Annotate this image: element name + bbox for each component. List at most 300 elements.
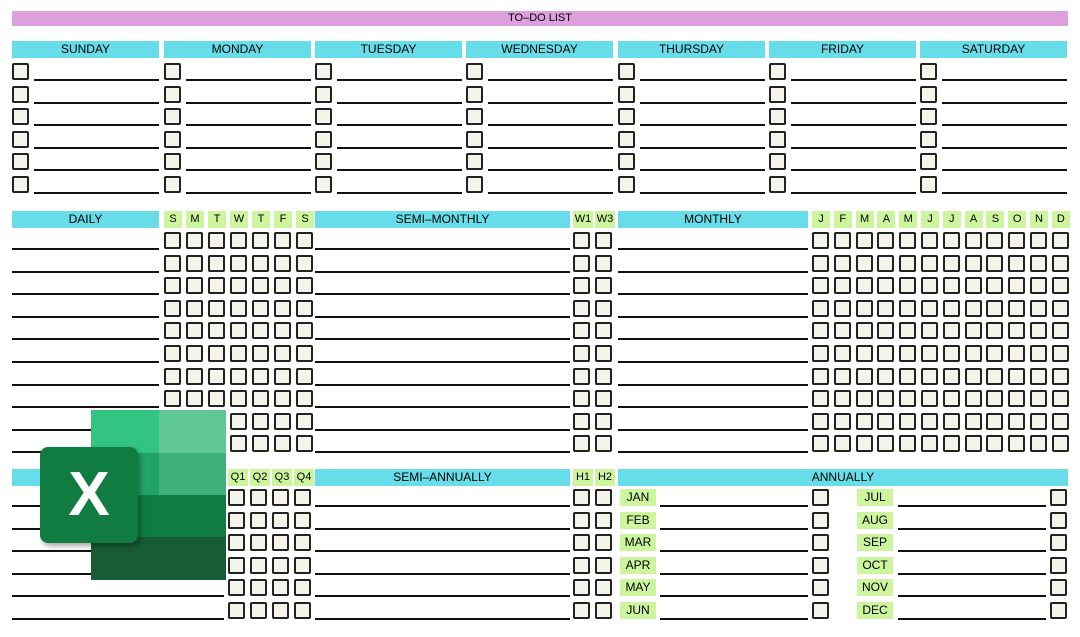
weekly-entry-line[interactable] xyxy=(791,169,916,171)
monthly-checkbox[interactable] xyxy=(812,345,829,362)
semi-monthly-checkbox[interactable] xyxy=(573,368,590,385)
annual-checkbox[interactable] xyxy=(812,489,829,506)
monthly-checkbox[interactable] xyxy=(1030,435,1047,452)
quarterly-checkbox[interactable] xyxy=(250,557,267,574)
monthly-checkbox[interactable] xyxy=(943,345,960,362)
weekly-entry-line[interactable] xyxy=(640,192,765,194)
weekly-checkbox[interactable] xyxy=(466,153,483,170)
daily-checkbox[interactable] xyxy=(252,368,269,385)
weekly-checkbox[interactable] xyxy=(164,131,181,148)
daily-checkbox[interactable] xyxy=(296,345,313,362)
monthly-checkbox[interactable] xyxy=(921,390,938,407)
monthly-entry-line[interactable] xyxy=(618,429,808,431)
weekly-entry-line[interactable] xyxy=(640,169,765,171)
weekly-entry-line[interactable] xyxy=(488,147,613,149)
monthly-checkbox[interactable] xyxy=(812,277,829,294)
annual-entry-line[interactable] xyxy=(898,618,1046,620)
monthly-checkbox[interactable] xyxy=(877,277,894,294)
monthly-checkbox[interactable] xyxy=(812,368,829,385)
weekly-entry-line[interactable] xyxy=(942,79,1067,81)
weekly-checkbox[interactable] xyxy=(920,131,937,148)
semi-monthly-checkbox[interactable] xyxy=(595,368,612,385)
daily-checkbox[interactable] xyxy=(274,345,291,362)
daily-checkbox[interactable] xyxy=(164,255,181,272)
annual-checkbox[interactable] xyxy=(812,512,829,529)
monthly-checkbox[interactable] xyxy=(834,345,851,362)
quarterly-checkbox[interactable] xyxy=(228,534,245,551)
monthly-checkbox[interactable] xyxy=(1052,300,1069,317)
monthly-checkbox[interactable] xyxy=(1052,322,1069,339)
weekly-checkbox[interactable] xyxy=(920,86,937,103)
daily-entry-line[interactable] xyxy=(12,361,159,363)
semi-monthly-checkbox[interactable] xyxy=(573,322,590,339)
monthly-checkbox[interactable] xyxy=(899,255,916,272)
semi-monthly-entry-line[interactable] xyxy=(315,451,570,453)
semi-annually-entry-line[interactable] xyxy=(315,528,570,530)
monthly-checkbox[interactable] xyxy=(1052,368,1069,385)
quarterly-checkbox[interactable] xyxy=(250,534,267,551)
monthly-checkbox[interactable] xyxy=(856,322,873,339)
quarterly-checkbox[interactable] xyxy=(228,557,245,574)
daily-checkbox[interactable] xyxy=(230,390,247,407)
monthly-checkbox[interactable] xyxy=(877,368,894,385)
weekly-checkbox[interactable] xyxy=(618,86,635,103)
daily-checkbox[interactable] xyxy=(252,345,269,362)
semi-monthly-entry-line[interactable] xyxy=(315,384,570,386)
weekly-checkbox[interactable] xyxy=(618,153,635,170)
monthly-checkbox[interactable] xyxy=(921,277,938,294)
weekly-entry-line[interactable] xyxy=(488,124,613,126)
quarterly-checkbox[interactable] xyxy=(250,602,267,619)
daily-checkbox[interactable] xyxy=(230,413,247,430)
monthly-checkbox[interactable] xyxy=(986,277,1003,294)
monthly-checkbox[interactable] xyxy=(1008,277,1025,294)
weekly-entry-line[interactable] xyxy=(186,169,311,171)
daily-checkbox[interactable] xyxy=(252,322,269,339)
monthly-checkbox[interactable] xyxy=(1030,300,1047,317)
monthly-checkbox[interactable] xyxy=(834,435,851,452)
monthly-entry-line[interactable] xyxy=(618,384,808,386)
daily-checkbox[interactable] xyxy=(164,300,181,317)
weekly-checkbox[interactable] xyxy=(920,153,937,170)
quarterly-checkbox[interactable] xyxy=(294,489,311,506)
daily-checkbox[interactable] xyxy=(274,413,291,430)
quarterly-checkbox[interactable] xyxy=(272,512,289,529)
daily-checkbox[interactable] xyxy=(186,255,203,272)
daily-checkbox[interactable] xyxy=(208,300,225,317)
weekly-entry-line[interactable] xyxy=(942,124,1067,126)
monthly-checkbox[interactable] xyxy=(943,413,960,430)
monthly-checkbox[interactable] xyxy=(812,300,829,317)
semi-monthly-checkbox[interactable] xyxy=(595,345,612,362)
daily-checkbox[interactable] xyxy=(296,435,313,452)
daily-entry-line[interactable] xyxy=(12,384,159,386)
weekly-checkbox[interactable] xyxy=(466,63,483,80)
daily-entry-line[interactable] xyxy=(12,406,159,408)
monthly-entry-line[interactable] xyxy=(618,248,808,250)
weekly-entry-line[interactable] xyxy=(34,124,159,126)
monthly-checkbox[interactable] xyxy=(1030,413,1047,430)
monthly-checkbox[interactable] xyxy=(834,277,851,294)
monthly-checkbox[interactable] xyxy=(1030,390,1047,407)
monthly-checkbox[interactable] xyxy=(899,300,916,317)
monthly-checkbox[interactable] xyxy=(856,232,873,249)
monthly-checkbox[interactable] xyxy=(986,345,1003,362)
weekly-checkbox[interactable] xyxy=(315,131,332,148)
daily-checkbox[interactable] xyxy=(252,277,269,294)
weekly-entry-line[interactable] xyxy=(640,147,765,149)
monthly-checkbox[interactable] xyxy=(1052,413,1069,430)
semi-annually-checkbox[interactable] xyxy=(595,512,612,529)
monthly-checkbox[interactable] xyxy=(943,300,960,317)
monthly-checkbox[interactable] xyxy=(943,390,960,407)
annual-entry-line[interactable] xyxy=(660,618,808,620)
weekly-checkbox[interactable] xyxy=(466,176,483,193)
monthly-checkbox[interactable] xyxy=(877,390,894,407)
daily-entry-line[interactable] xyxy=(12,248,159,250)
monthly-checkbox[interactable] xyxy=(834,255,851,272)
annual-checkbox[interactable] xyxy=(812,602,829,619)
weekly-checkbox[interactable] xyxy=(769,153,786,170)
quarterly-entry-line[interactable] xyxy=(12,618,224,620)
monthly-checkbox[interactable] xyxy=(1030,368,1047,385)
monthly-checkbox[interactable] xyxy=(986,390,1003,407)
monthly-checkbox[interactable] xyxy=(812,255,829,272)
daily-checkbox[interactable] xyxy=(274,232,291,249)
monthly-checkbox[interactable] xyxy=(921,435,938,452)
monthly-checkbox[interactable] xyxy=(965,345,982,362)
semi-annually-checkbox[interactable] xyxy=(573,512,590,529)
monthly-checkbox[interactable] xyxy=(1052,277,1069,294)
weekly-entry-line[interactable] xyxy=(488,192,613,194)
daily-checkbox[interactable] xyxy=(252,413,269,430)
monthly-checkbox[interactable] xyxy=(899,277,916,294)
daily-checkbox[interactable] xyxy=(296,300,313,317)
weekly-checkbox[interactable] xyxy=(920,63,937,80)
daily-checkbox[interactable] xyxy=(296,322,313,339)
monthly-checkbox[interactable] xyxy=(877,435,894,452)
monthly-checkbox[interactable] xyxy=(877,300,894,317)
quarterly-checkbox[interactable] xyxy=(294,579,311,596)
weekly-checkbox[interactable] xyxy=(466,131,483,148)
annual-checkbox[interactable] xyxy=(1050,489,1067,506)
weekly-entry-line[interactable] xyxy=(337,124,462,126)
monthly-checkbox[interactable] xyxy=(856,413,873,430)
daily-checkbox[interactable] xyxy=(296,413,313,430)
weekly-checkbox[interactable] xyxy=(164,86,181,103)
monthly-checkbox[interactable] xyxy=(1030,277,1047,294)
weekly-checkbox[interactable] xyxy=(164,153,181,170)
monthly-checkbox[interactable] xyxy=(965,300,982,317)
monthly-checkbox[interactable] xyxy=(943,322,960,339)
daily-checkbox[interactable] xyxy=(186,390,203,407)
monthly-checkbox[interactable] xyxy=(1052,390,1069,407)
daily-checkbox[interactable] xyxy=(252,255,269,272)
monthly-checkbox[interactable] xyxy=(986,232,1003,249)
weekly-entry-line[interactable] xyxy=(337,169,462,171)
daily-checkbox[interactable] xyxy=(274,255,291,272)
weekly-entry-line[interactable] xyxy=(791,124,916,126)
annual-entry-line[interactable] xyxy=(898,595,1046,597)
monthly-checkbox[interactable] xyxy=(856,345,873,362)
monthly-checkbox[interactable] xyxy=(1008,390,1025,407)
monthly-checkbox[interactable] xyxy=(943,435,960,452)
daily-checkbox[interactable] xyxy=(208,390,225,407)
quarterly-checkbox[interactable] xyxy=(294,602,311,619)
annual-checkbox[interactable] xyxy=(1050,512,1067,529)
monthly-checkbox[interactable] xyxy=(812,435,829,452)
weekly-entry-line[interactable] xyxy=(337,79,462,81)
weekly-checkbox[interactable] xyxy=(618,108,635,125)
daily-checkbox[interactable] xyxy=(230,255,247,272)
semi-annually-entry-line[interactable] xyxy=(315,550,570,552)
weekly-entry-line[interactable] xyxy=(942,147,1067,149)
annual-entry-line[interactable] xyxy=(660,550,808,552)
semi-monthly-entry-line[interactable] xyxy=(315,338,570,340)
semi-annually-checkbox[interactable] xyxy=(573,489,590,506)
monthly-checkbox[interactable] xyxy=(1008,322,1025,339)
monthly-checkbox[interactable] xyxy=(1008,232,1025,249)
semi-monthly-checkbox[interactable] xyxy=(573,435,590,452)
daily-checkbox[interactable] xyxy=(230,368,247,385)
monthly-checkbox[interactable] xyxy=(1008,300,1025,317)
weekly-entry-line[interactable] xyxy=(942,169,1067,171)
monthly-checkbox[interactable] xyxy=(812,413,829,430)
weekly-entry-line[interactable] xyxy=(34,192,159,194)
monthly-checkbox[interactable] xyxy=(899,435,916,452)
weekly-entry-line[interactable] xyxy=(337,147,462,149)
semi-monthly-entry-line[interactable] xyxy=(315,293,570,295)
weekly-checkbox[interactable] xyxy=(164,63,181,80)
daily-checkbox[interactable] xyxy=(208,322,225,339)
daily-entry-line[interactable] xyxy=(12,316,159,318)
monthly-checkbox[interactable] xyxy=(1052,345,1069,362)
weekly-entry-line[interactable] xyxy=(34,169,159,171)
annual-checkbox[interactable] xyxy=(812,557,829,574)
annual-entry-line[interactable] xyxy=(660,505,808,507)
weekly-checkbox[interactable] xyxy=(315,176,332,193)
daily-checkbox[interactable] xyxy=(296,277,313,294)
quarterly-checkbox[interactable] xyxy=(228,602,245,619)
quarterly-checkbox[interactable] xyxy=(250,579,267,596)
monthly-entry-line[interactable] xyxy=(618,271,808,273)
monthly-checkbox[interactable] xyxy=(986,435,1003,452)
weekly-checkbox[interactable] xyxy=(164,108,181,125)
weekly-entry-line[interactable] xyxy=(791,79,916,81)
monthly-checkbox[interactable] xyxy=(965,413,982,430)
annual-entry-line[interactable] xyxy=(660,595,808,597)
semi-annually-checkbox[interactable] xyxy=(573,557,590,574)
semi-monthly-checkbox[interactable] xyxy=(595,413,612,430)
semi-annually-checkbox[interactable] xyxy=(595,579,612,596)
daily-checkbox[interactable] xyxy=(164,322,181,339)
quarterly-checkbox[interactable] xyxy=(272,579,289,596)
semi-monthly-entry-line[interactable] xyxy=(315,406,570,408)
weekly-checkbox[interactable] xyxy=(466,108,483,125)
daily-checkbox[interactable] xyxy=(186,277,203,294)
semi-annually-entry-line[interactable] xyxy=(315,505,570,507)
weekly-entry-line[interactable] xyxy=(34,102,159,104)
monthly-checkbox[interactable] xyxy=(856,435,873,452)
quarterly-checkbox[interactable] xyxy=(250,512,267,529)
monthly-checkbox[interactable] xyxy=(899,345,916,362)
monthly-checkbox[interactable] xyxy=(943,232,960,249)
monthly-checkbox[interactable] xyxy=(1008,413,1025,430)
semi-monthly-checkbox[interactable] xyxy=(573,345,590,362)
monthly-checkbox[interactable] xyxy=(1030,255,1047,272)
monthly-checkbox[interactable] xyxy=(899,232,916,249)
monthly-checkbox[interactable] xyxy=(965,368,982,385)
monthly-checkbox[interactable] xyxy=(1008,345,1025,362)
monthly-checkbox[interactable] xyxy=(877,345,894,362)
daily-checkbox[interactable] xyxy=(252,232,269,249)
monthly-checkbox[interactable] xyxy=(965,255,982,272)
weekly-entry-line[interactable] xyxy=(942,102,1067,104)
annual-entry-line[interactable] xyxy=(898,573,1046,575)
monthly-checkbox[interactable] xyxy=(877,322,894,339)
monthly-checkbox[interactable] xyxy=(834,390,851,407)
weekly-entry-line[interactable] xyxy=(488,79,613,81)
weekly-checkbox[interactable] xyxy=(12,86,29,103)
semi-monthly-entry-line[interactable] xyxy=(315,361,570,363)
weekly-checkbox[interactable] xyxy=(315,153,332,170)
annual-entry-line[interactable] xyxy=(898,505,1046,507)
daily-checkbox[interactable] xyxy=(252,390,269,407)
monthly-checkbox[interactable] xyxy=(921,300,938,317)
monthly-checkbox[interactable] xyxy=(921,345,938,362)
quarterly-checkbox[interactable] xyxy=(272,534,289,551)
semi-annually-checkbox[interactable] xyxy=(573,602,590,619)
weekly-checkbox[interactable] xyxy=(769,86,786,103)
monthly-entry-line[interactable] xyxy=(618,316,808,318)
monthly-checkbox[interactable] xyxy=(834,300,851,317)
semi-monthly-checkbox[interactable] xyxy=(573,255,590,272)
monthly-checkbox[interactable] xyxy=(965,322,982,339)
monthly-checkbox[interactable] xyxy=(856,255,873,272)
daily-checkbox[interactable] xyxy=(274,322,291,339)
daily-checkbox[interactable] xyxy=(208,345,225,362)
weekly-entry-line[interactable] xyxy=(488,169,613,171)
semi-monthly-checkbox[interactable] xyxy=(595,277,612,294)
semi-monthly-checkbox[interactable] xyxy=(595,390,612,407)
monthly-checkbox[interactable] xyxy=(986,368,1003,385)
monthly-checkbox[interactable] xyxy=(986,255,1003,272)
quarterly-checkbox[interactable] xyxy=(250,489,267,506)
monthly-checkbox[interactable] xyxy=(943,277,960,294)
monthly-checkbox[interactable] xyxy=(921,232,938,249)
weekly-checkbox[interactable] xyxy=(920,176,937,193)
semi-annually-entry-line[interactable] xyxy=(315,618,570,620)
annual-checkbox[interactable] xyxy=(1050,579,1067,596)
daily-checkbox[interactable] xyxy=(208,277,225,294)
quarterly-checkbox[interactable] xyxy=(294,534,311,551)
daily-checkbox[interactable] xyxy=(186,232,203,249)
weekly-entry-line[interactable] xyxy=(488,102,613,104)
monthly-checkbox[interactable] xyxy=(921,255,938,272)
daily-checkbox[interactable] xyxy=(186,345,203,362)
annual-checkbox[interactable] xyxy=(1050,602,1067,619)
monthly-checkbox[interactable] xyxy=(834,413,851,430)
daily-checkbox[interactable] xyxy=(296,255,313,272)
daily-checkbox[interactable] xyxy=(230,435,247,452)
daily-checkbox[interactable] xyxy=(274,277,291,294)
semi-monthly-entry-line[interactable] xyxy=(315,429,570,431)
monthly-checkbox[interactable] xyxy=(1052,435,1069,452)
monthly-checkbox[interactable] xyxy=(877,232,894,249)
semi-annually-checkbox[interactable] xyxy=(595,557,612,574)
monthly-checkbox[interactable] xyxy=(856,390,873,407)
weekly-entry-line[interactable] xyxy=(791,147,916,149)
weekly-checkbox[interactable] xyxy=(12,176,29,193)
weekly-checkbox[interactable] xyxy=(315,108,332,125)
quarterly-checkbox[interactable] xyxy=(228,512,245,529)
weekly-entry-line[interactable] xyxy=(640,124,765,126)
monthly-checkbox[interactable] xyxy=(899,390,916,407)
monthly-checkbox[interactable] xyxy=(856,277,873,294)
weekly-entry-line[interactable] xyxy=(640,102,765,104)
semi-monthly-checkbox[interactable] xyxy=(595,232,612,249)
monthly-checkbox[interactable] xyxy=(921,322,938,339)
monthly-checkbox[interactable] xyxy=(899,413,916,430)
daily-checkbox[interactable] xyxy=(296,232,313,249)
quarterly-checkbox[interactable] xyxy=(294,557,311,574)
monthly-checkbox[interactable] xyxy=(834,322,851,339)
weekly-checkbox[interactable] xyxy=(12,63,29,80)
semi-monthly-checkbox[interactable] xyxy=(573,232,590,249)
weekly-checkbox[interactable] xyxy=(769,63,786,80)
weekly-entry-line[interactable] xyxy=(640,79,765,81)
daily-entry-line[interactable] xyxy=(12,293,159,295)
weekly-entry-line[interactable] xyxy=(186,124,311,126)
daily-checkbox[interactable] xyxy=(164,232,181,249)
daily-checkbox[interactable] xyxy=(208,232,225,249)
daily-checkbox[interactable] xyxy=(274,300,291,317)
monthly-checkbox[interactable] xyxy=(965,435,982,452)
semi-monthly-checkbox[interactable] xyxy=(573,300,590,317)
monthly-checkbox[interactable] xyxy=(856,368,873,385)
monthly-entry-line[interactable] xyxy=(618,406,808,408)
monthly-checkbox[interactable] xyxy=(1030,345,1047,362)
daily-checkbox[interactable] xyxy=(230,277,247,294)
monthly-checkbox[interactable] xyxy=(877,413,894,430)
semi-annually-entry-line[interactable] xyxy=(315,595,570,597)
semi-monthly-checkbox[interactable] xyxy=(595,300,612,317)
daily-checkbox[interactable] xyxy=(296,390,313,407)
weekly-entry-line[interactable] xyxy=(337,102,462,104)
semi-monthly-entry-line[interactable] xyxy=(315,271,570,273)
quarterly-checkbox[interactable] xyxy=(272,557,289,574)
monthly-checkbox[interactable] xyxy=(1052,232,1069,249)
monthly-checkbox[interactable] xyxy=(986,322,1003,339)
weekly-checkbox[interactable] xyxy=(466,86,483,103)
annual-entry-line[interactable] xyxy=(898,528,1046,530)
monthly-checkbox[interactable] xyxy=(1030,322,1047,339)
weekly-checkbox[interactable] xyxy=(920,108,937,125)
daily-checkbox[interactable] xyxy=(230,345,247,362)
daily-checkbox[interactable] xyxy=(230,232,247,249)
monthly-checkbox[interactable] xyxy=(834,232,851,249)
weekly-checkbox[interactable] xyxy=(618,176,635,193)
monthly-checkbox[interactable] xyxy=(1008,435,1025,452)
weekly-entry-line[interactable] xyxy=(34,79,159,81)
quarterly-checkbox[interactable] xyxy=(294,512,311,529)
daily-checkbox[interactable] xyxy=(186,300,203,317)
daily-checkbox[interactable] xyxy=(252,300,269,317)
annual-entry-line[interactable] xyxy=(660,528,808,530)
weekly-checkbox[interactable] xyxy=(164,176,181,193)
daily-entry-line[interactable] xyxy=(12,271,159,273)
monthly-checkbox[interactable] xyxy=(812,232,829,249)
